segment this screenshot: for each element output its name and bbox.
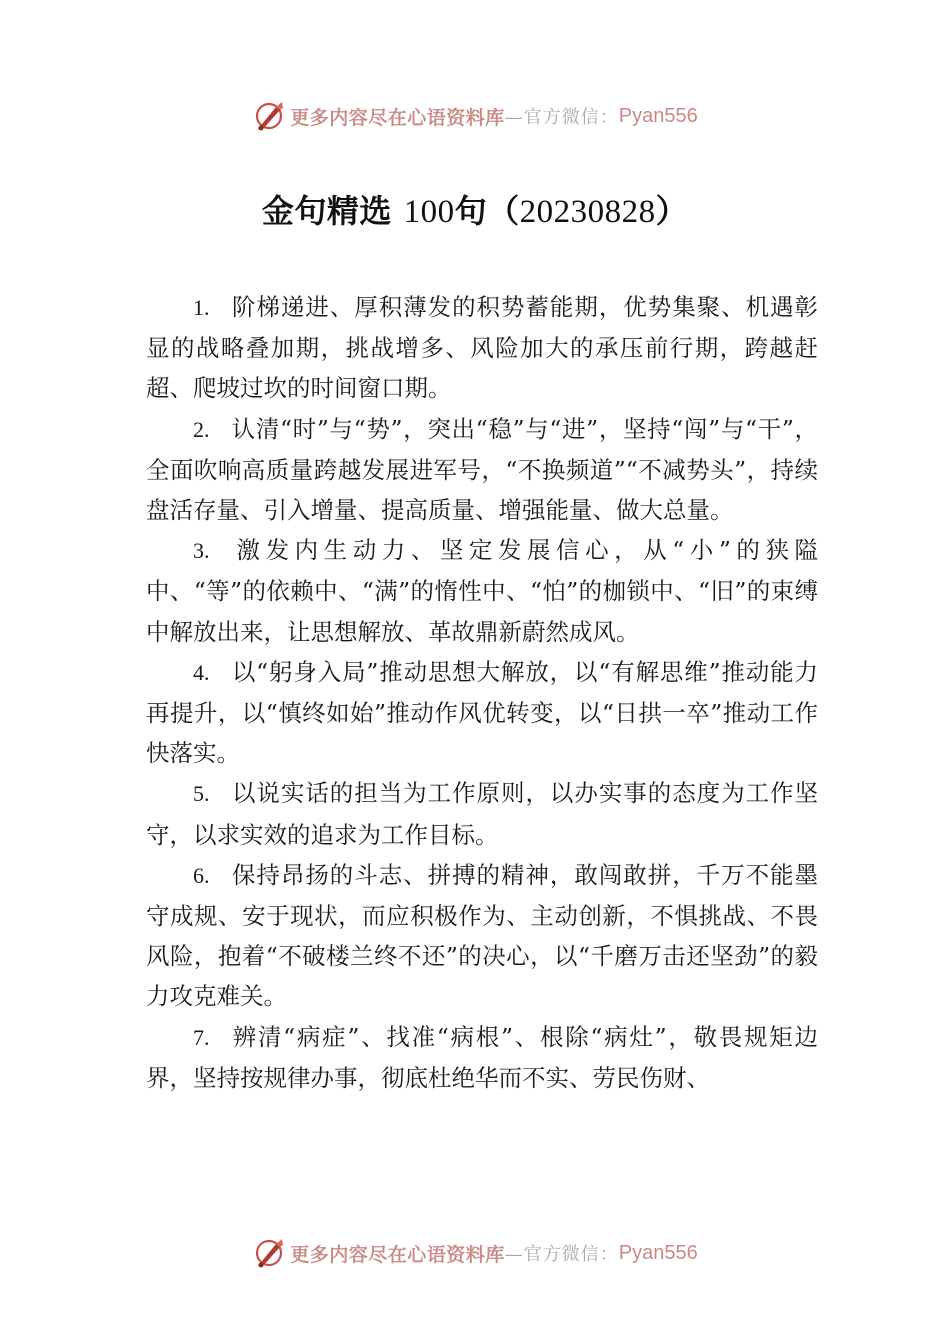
quote-text: 阶梯递进、厚积薄发的积势蓄能期，优势集聚、机遇彰显的战略叠加期，挑战增多、风险加大的承压前行期，跨越赶超、爬坡过坎的时间窗口期。: [146, 293, 818, 403]
quote-item-3: [146, 530, 818, 652]
watermark-main-text: 更多内容尽在心语资料库: [290, 1243, 505, 1266]
footer-watermark: [0, 1233, 950, 1273]
quill-pen-logo-icon: [252, 1236, 286, 1270]
page-title: [0, 186, 950, 232]
quote-index: 1.: [193, 295, 210, 320]
quote-text: 辨清“病症”、找准“病根”、根除“病灶”，敬畏规矩边界，坚持按规律办事，彻底杜绝华而不实、劳民伤财、: [146, 1022, 818, 1092]
quote-item-4: [146, 652, 818, 774]
watermark-main-text: 更多内容尽在心语资料库: [290, 106, 505, 129]
watermark-account: Pyan556: [618, 104, 698, 127]
title-date: 20230828: [519, 194, 656, 230]
quote-text: 保持昂扬的斗志、拼搏的精神，敢闯敢拼，千万不能墨守成规、安于现状，而应积极作为、主动创新，不惧挑战、不畏风险，抱着“不破楼兰终不还”的决心，以“千磨万击还坚劲”的毅力攻克难关。: [146, 860, 818, 1011]
quote-index: 5.: [193, 781, 210, 807]
title-unit: 句（: [454, 192, 520, 230]
quote-item-5: [146, 773, 818, 854]
title-close: ）: [655, 192, 689, 230]
quote-text: 认清“时”与“势”，突出“稳”与“进”，坚持“闯”与“干”，全面吹响高质量跨越发展进军号，“不换频道”“不减势头”，持续盘活存量、引入增量、提高质量、增强能量、做大总量。: [146, 414, 818, 525]
quote-index: 7.: [193, 1024, 210, 1050]
title-count: 100: [403, 194, 455, 230]
quote-text: 激发内生动力、坚定发展信心，从“小”的狭隘中、“等”的依赖中、“满”的惰性中、“怕”的枷锁中、“旧”的束缚中解放出来，让思想解放、革故鼎新蔚然成风。: [146, 536, 818, 646]
quote-index: 4.: [193, 659, 210, 685]
quote-index: 2.: [193, 416, 210, 442]
quote-index: 6.: [193, 862, 210, 888]
quill-pen-logo-icon: [252, 99, 286, 133]
quote-item-7: [146, 1017, 818, 1098]
header-watermark: [0, 96, 950, 136]
watermark-sub-text: —官方微信：: [504, 107, 619, 128]
quote-index: 3.: [193, 538, 210, 564]
quote-list: [146, 287, 818, 1098]
quote-item-1: [146, 287, 818, 409]
quote-text: 以说实话的担当为工作原则，以办实事的态度为工作坚守，以求实效的追求为工作目标。: [146, 779, 818, 849]
quote-text: 以“躬身入局”推动思想大解放，以“有解思维”推动能力再提升，以“慎终如始”推动作风优转变，以“日拱一卒”推动工作快落实。: [146, 657, 818, 768]
watermark-sub-text: —官方微信：: [504, 1244, 619, 1265]
watermark-account: Pyan556: [618, 1241, 698, 1264]
quote-item-2: [146, 409, 818, 531]
title-main: 金句精选: [261, 192, 392, 230]
quote-item-6: [146, 855, 818, 1017]
